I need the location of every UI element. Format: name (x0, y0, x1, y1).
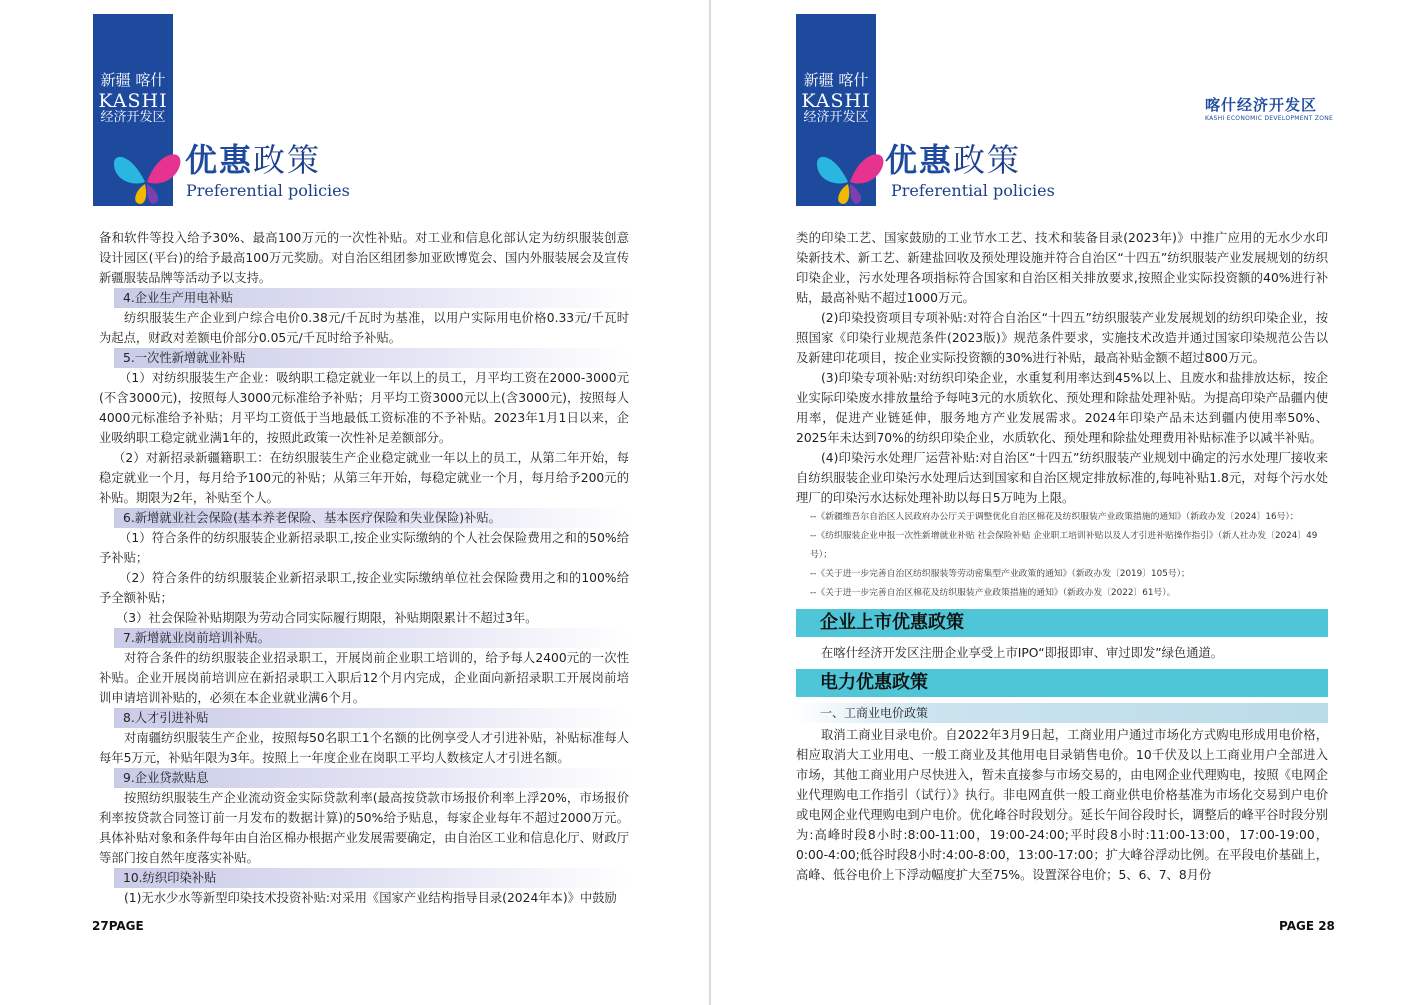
page-number: PAGE 28 (1279, 919, 1335, 933)
paragraph: 备和软件等投入给予30%、最高100万元的一次性补贴。对工业和信息化部认定为纺织服装创意设计园区(平台)的给予最高100万元奖励。对自治区组团参加亚欧博览会、国内外服装展会及宣传新疆服装品牌等活动予以支持。 (99, 231, 629, 285)
policy-citation: --《关于进一步完善自治区棉花及纺织服装产业政策措施的通知》（新政办发〔2022〕61号）。 (810, 588, 1176, 598)
paragraph: 对南疆纺织服装生产企业，按照每50名职工1个名额的比例享受人才引进补贴，补贴标准每人每年5万元，补贴年限为3年。按照上一年度企业在岗职工平均人数核定人才引进名额。 (99, 731, 629, 765)
right-page (711, 0, 1421, 1005)
section-heading: 10.纺织印染补贴 (114, 868, 629, 888)
section-heading: 4.企业生产用电补贴 (114, 288, 629, 308)
paragraph: 类的印染工艺、国家鼓励的工业节水工艺、技术和装备目录(2023年)》中推广应用的无水少水印染新技术、新工艺、新建盐回收及预处理设施并符合自治区“十四五”纺织服装产业发展规划的纺织印染企业，污水处理各项指标符合国家和自治区相关排放要求,按照企业实际投资额的40%进行补贴，最高补贴不超过1000万元。 (796, 231, 1328, 305)
title-strong: 优惠 (185, 141, 254, 179)
paragraph: 纺织服装生产企业到户综合电价0.38元/千瓦时为基准，以用户实际用电价格0.33元/千瓦时为起点，财政对差额电价部分0.05元/千瓦时给予补贴。 (99, 311, 629, 345)
kashi-corner-logo-subtitle: KASHI ECONOMIC DEVELOPMENT ZONE (1205, 115, 1334, 122)
subsection-heading: 一、工商业电价政策 (796, 703, 1328, 723)
page-title-en: Preferential policies (186, 181, 350, 200)
kashi-banner (93, 14, 173, 206)
paragraph: (1)无水少水等新型印染技术投资补贴:对采用《国家产业结构指导目录(2024年本)》中鼓励 (124, 891, 617, 905)
paragraph: (2)印染投资项目专项补贴:对符合自治区“十四五”纺织服装产业发展规划的纺织印染企业，按照国家《印染行业规范条件(2023版)》规范条件要求，实施技术改造并通过国家印染规范公告以及新建印花项目，按企业实际投资额的30%进行补贴，最高补贴金额不超过800万元。 (796, 311, 1328, 365)
section-heading: 5.一次性新增就业补贴 (114, 348, 629, 368)
paragraph: 按照纺织服装生产企业流动资金实际贷款利率(最高按贷款市场报价利率上浮20%，市场报价利率按贷款合同签订前一月发布的数据计算)的50%给予贴息，每家企业每年不超过2000万元。具体补贴对象和条件每年由自治区棉办根据产业发展需要确定，由自治区工业和信息化厅、财政厅等部门按自然年度落实补贴。 (99, 791, 629, 865)
paragraph: （2）对新招录新疆籍职工：在纺织服装生产企业稳定就业一年以上的员工，从第二年开始，每稳定就业一个月，每月给予100元的补贴；从第三年开始，每稳定就业一个月，每月给予200元的补贴。期限为2年，补贴至个人。 (99, 451, 629, 505)
left-page (0, 0, 710, 1005)
banner-line-3: 经济开发区 (803, 110, 869, 125)
left-body-text (99, 228, 629, 908)
page-number: 27PAGE (92, 919, 144, 933)
section-heading: 6.新增就业社会保险(基本养老保险、基本医疗保险和失业保险)补贴。 (114, 508, 629, 528)
kashi-banner (796, 14, 876, 206)
page-title-en: Preferential policies (891, 181, 1055, 200)
banner-line-3: 经济开发区 (100, 110, 166, 125)
paragraph: （1）符合条件的纺织服装企业新招录职工,按企业实际缴纳的个人社会保险费用之和的50%给予补贴； (99, 531, 629, 565)
title-strong: 优惠 (885, 141, 954, 179)
section-heading: 9.企业贷款贴息 (114, 768, 629, 788)
section-heading: 8.人才引进补贴 (114, 708, 629, 728)
banner-line-1: 新疆 喀什 (803, 71, 869, 89)
paragraph: （3）社会保险补贴期限为劳动合同实际履行期限，补贴期限累计不超过3年。 (116, 611, 538, 625)
title-rest: 政策 (953, 141, 1022, 179)
kashi-corner-logo-text: 喀什经济开发区 (1205, 96, 1318, 114)
right-body-text (796, 228, 1328, 885)
banner-line-1: 新疆 喀什 (100, 71, 166, 89)
section-banner-ipo: 企业上市优惠政策 (796, 609, 1328, 637)
butterfly-logo-icon (804, 142, 894, 212)
paragraph: 取消工商业目录电价。自2022年3月9日起，工商业用户通过市场化方式购电形成用电价格，相应取消大工业用电、一般工商业及其他用电目录销售电价。10千伏及以上工商业用户全部进入市场，其他工商业用户尽快进入，暂未直接参与市场交易的，由电网企业代理购电，按照《电网企业代理购电工作指引（试行）》执行。非电网直供一般工商业供电价格基准为市场化交易到户电价或电网企业代理购电到户电价。优化峰谷时段划分。延长午间谷段时长，调整后的峰平谷时段分别为:高峰时段8小时:8:00-11:00，19:00-24:00;平时段8小时:11:00-13:00，17:00-19:00，0:00-4:00;低谷时段8小时:4:00-8:00，13:00-17:00；扩大峰谷浮动比例。在平段电价基础上，高峰、低谷电价上下浮动幅度扩大至75%。设置深谷电价；5、6、7、8月份 (796, 728, 1328, 882)
paragraph: 在喀什经济开发区注册企业享受上市IPO“即报即审、审过即发”绿色通道。 (821, 646, 1224, 660)
page-title-zh (885, 141, 1021, 179)
policy-citation: --《新疆维吾尔自治区人民政府办公厅关于调整优化自治区棉花及纺织服装产业政策措施的通知》（新政办发〔2024〕16号）； (810, 512, 1299, 522)
policy-citation: --《纺织服装企业申报一次性新增就业补贴 社会保险补贴 企业职工培训补贴以及人才引进补贴操作指引》（新人社办发〔2024〕49号）； (810, 531, 1318, 560)
policy-citation: --《关于进一步完善自治区纺织服装等劳动密集型产业政策的通知》（新政办发〔2019〕105号）； (810, 569, 1190, 579)
page-title-zh (185, 141, 321, 179)
title-rest: 政策 (253, 141, 322, 179)
paragraph: (4)印染污水处理厂运营补贴:对自治区“十四五”纺织服装产业规划中确定的污水处理厂接收来自纺织服装企业印染污水处理后达到国家和自治区规定排放标准的,每吨补贴1.8元，对每个污水处理厂的印染污水达标处理补助以每日5万吨为上限。 (796, 451, 1328, 505)
section-heading: 7.新增就业岗前培训补贴。 (114, 628, 629, 648)
section-banner-electricity: 电力优惠政策 (796, 669, 1328, 697)
paragraph: （2）符合条件的纺织服装企业新招录职工,按企业实际缴纳单位社会保险费用之和的100%给予全额补贴； (99, 571, 629, 605)
butterfly-logo-icon (101, 142, 191, 212)
paragraph: （1）对纺织服装生产企业：吸纳职工稳定就业一年以上的员工，月平均工资在2000-3000元(不含3000元)，按照每人3000元标准给予补贴；月平均工资3000元以上(含3000元)，按照每人4000元标准给予补贴；月平均工资低于当地最低工资标准的不予补贴。2023年1月1日以来，企业吸纳职工稳定就业满1年的，按照此政策一次性补足差额部分。 (99, 371, 629, 445)
paragraph: 对符合条件的纺织服装企业招录职工，开展岗前企业职工培训的，给予每人2400元的一次性补贴。企业开展岗前培训应在新招录职工入职后12个月内完成，企业面向新招录职工开展岗前培训申请培训补贴的，必须在本企业就业满6个月。 (99, 651, 629, 705)
paragraph: (3)印染专项补贴:对纺织印染企业，水重复利用率达到45%以上、且废水和盐排放达标，按企业实际印染废水排放量给予每吨3元的水质软化、预处理和除盐处理补贴。为提高印染产品疆内使用率，促进产业链延伸，服务地方产业发展需求。2024年印染产品未达到疆内使用率50%、2025年未达到70%的纺织印染企业，水质软化、预处理和除盐处理费用补贴标准予以减半补贴。 (796, 371, 1328, 445)
banner-line-2: KASHI (801, 90, 871, 112)
banner-line-2: KASHI (98, 90, 168, 112)
